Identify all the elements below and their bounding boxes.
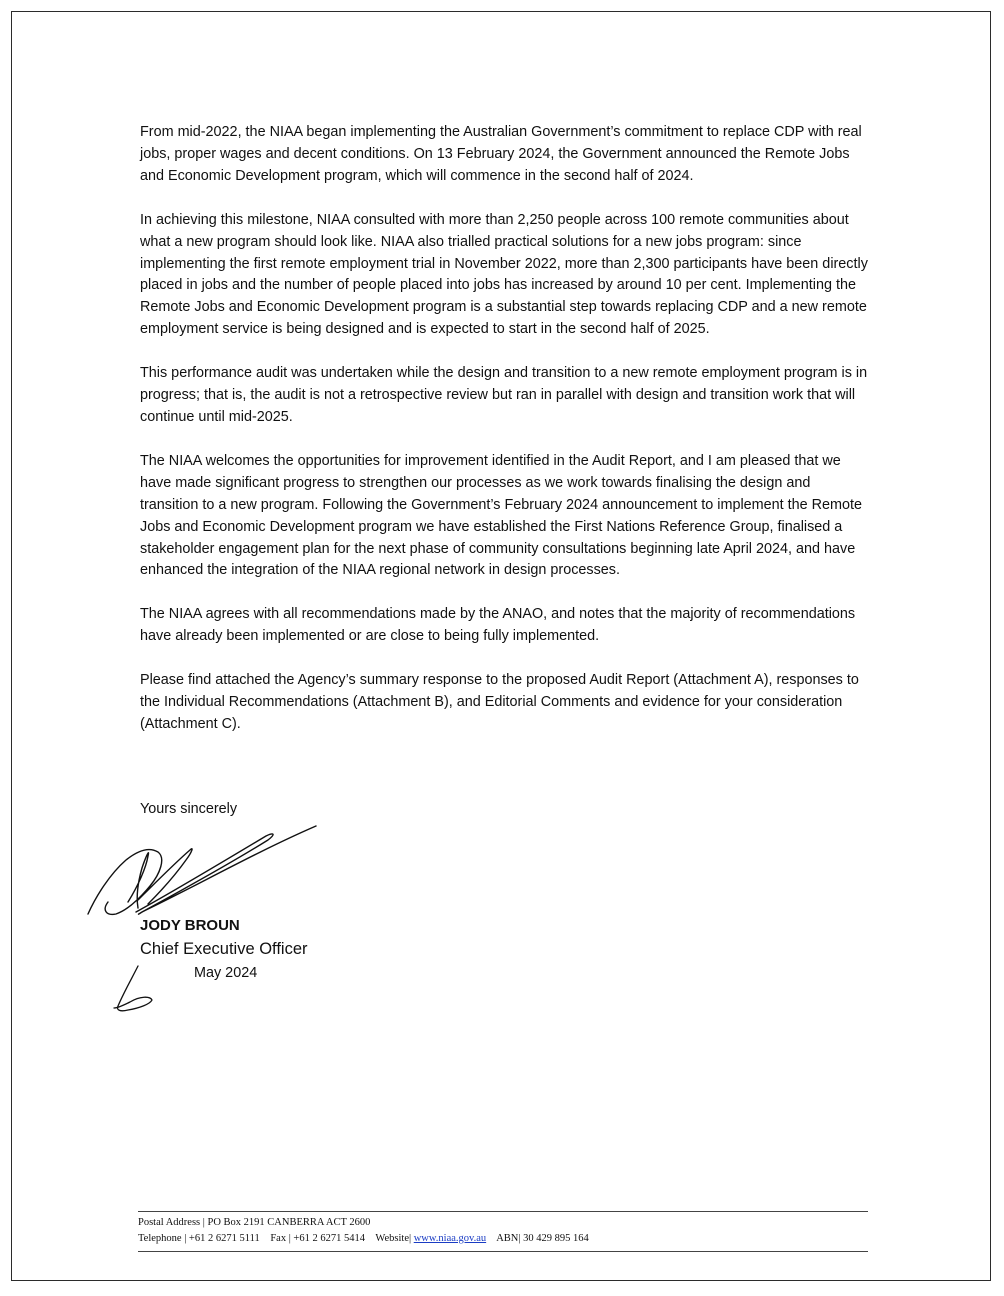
handwritten-signature (76, 816, 326, 926)
letter-date: May 2024 (194, 965, 258, 981)
footer-fax: Fax | +61 2 6271 5414 (270, 1233, 365, 1244)
letter-body (140, 122, 870, 758)
signer-name: JODY BROUN (140, 917, 240, 934)
paragraph-2: In achieving this milestone, NIAA consulted with more than 2,250 people across 100 remote communities about what a new program should look like. NIAA also trialled practical solutions for a new jobs program: since implementing the first remote employment trial in November 2022, more than 2,300 participants have been directly placed in jobs and the number of people placed into jobs has increased by around 10 per cent. Implementing the Remote Jobs and Economic Development program is a substantial step towards replacing CDP and a new remote employment service is being designed and is expected to start in the second half of 2025. (140, 211, 868, 338)
footer-abn: ABN| 30 429 895 164 (496, 1233, 589, 1244)
footer-telephone: Telephone | +61 2 6271 5111 (138, 1233, 260, 1244)
footer-website-label: Website| (375, 1233, 412, 1244)
paragraph-1: From mid-2022, the NIAA began implementing the Australian Government’s commitment to replace CDP with real jobs, proper wages and decent conditions. On 13 February 2024, the Government announced the Remote Jobs and Economic Development program, which will commence in the second half of 2024. (140, 124, 862, 184)
footer-website-link[interactable]: www.niaa.gov.au (413, 1233, 487, 1244)
paragraph-5: The NIAA agrees with all recommendations made by the ANAO, and notes that the majority of recommendations have already been implemented or are close to being fully implemented. (140, 606, 856, 645)
signer-title: Chief Executive Officer (140, 940, 308, 958)
paragraph-3: This performance audit was undertaken while the design and transition to a new remote employment program is in progress; that is, the audit is not a retrospective review but ran in parallel with design and transition work that will continue until mid-2025. (140, 365, 868, 425)
letterhead-footer (138, 1211, 868, 1252)
footer-contact-line (138, 1231, 868, 1247)
closing-salutation: Yours sincerely (140, 801, 238, 817)
paragraph-4: The NIAA welcomes the opportunities for improvement identified in the Audit Report, and I am pleased that we have made significant progress to strengthen our processes as we work towards finalising the design and transition to a new program. Following the Government’s February 2024 announcement to implement the Remote Jobs and Economic Development program we have established the First Nations Reference Group, finalised a stakeholder engagement plan for the next phase of community consultations beginning late April 2024, and have enhanced the integration of the NIAA regional network in design processes. (140, 452, 863, 579)
footer-postal-address: Postal Address | PO Box 2191 CANBERRA ACT 2600 (138, 1217, 371, 1228)
paragraph-6: Please find attached the Agency’s summary response to the proposed Audit Report (Attachment A), responses to the Individual Recommendations (Attachment B), and Editorial Comments and evidence for your consideration (Attachment C). (140, 672, 859, 732)
handwritten-date-mark (110, 962, 170, 1017)
